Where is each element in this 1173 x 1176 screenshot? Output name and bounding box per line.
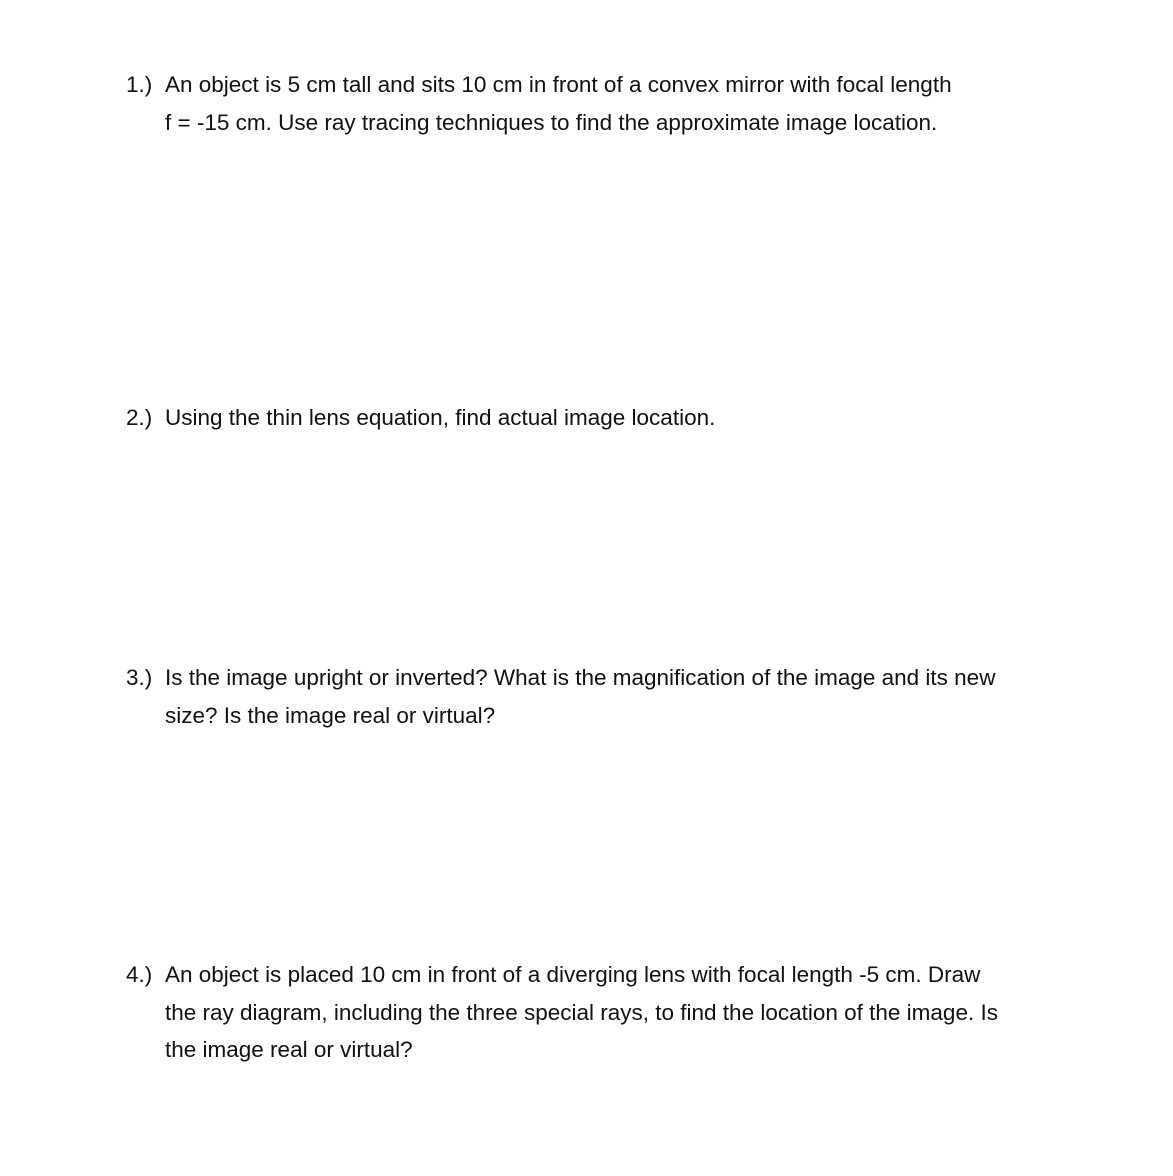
question-2: [126, 399, 1116, 437]
question-number: 1.): [126, 72, 153, 97]
question-text: [126, 66, 1116, 141]
question-number: 3.): [126, 665, 153, 690]
question-line: f = -15 cm. Use ray tracing techniques to find the approximate image location.: [165, 109, 938, 135]
question-line: Using the thin lens equation, find actual image location.: [165, 405, 716, 430]
question-number: 2.): [126, 405, 153, 430]
question-text: [126, 659, 1116, 734]
question-line: Is the image upright or inverted? What is the magnification of the image and its new: [165, 665, 996, 690]
question-number: 4.): [126, 962, 153, 987]
question-line: the ray diagram, including the three special rays, to find the location of the image. Is: [165, 999, 998, 1025]
question-text: [126, 399, 1116, 437]
question-3: [126, 659, 1116, 734]
question-line: An object is placed 10 cm in front of a diverging lens with focal length -5 cm. Draw: [165, 962, 981, 987]
question-line: the image real or virtual?: [165, 1037, 413, 1062]
question-4: [126, 956, 1116, 1069]
question-line: An object is 5 cm tall and sits 10 cm in front of a convex mirror with focal length: [165, 72, 952, 97]
question-1: [126, 66, 1116, 141]
question-line: size? Is the image real or virtual?: [165, 702, 496, 728]
question-text: [126, 956, 1116, 1069]
